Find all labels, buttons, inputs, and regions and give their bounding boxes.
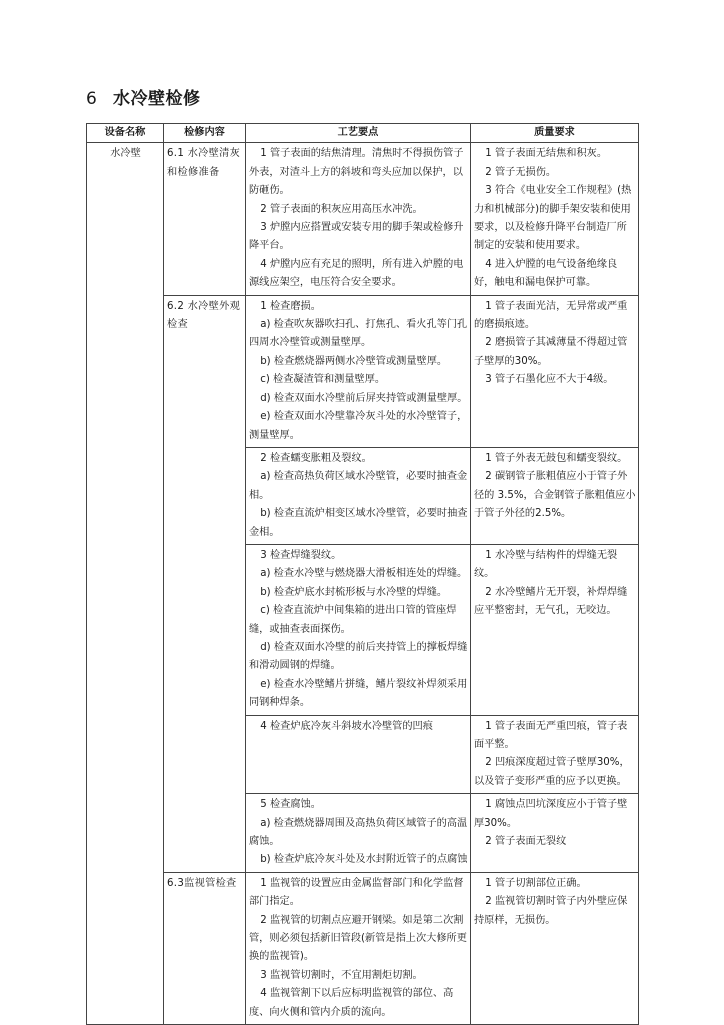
process-points-cell — [246, 794, 471, 873]
quality-line: 1 管子表面光洁，无异常或严重的磨损痕迹。 — [474, 300, 628, 331]
table-row — [87, 143, 639, 295]
quality-line: 3 管子石墨化应不大于4级。 — [485, 374, 614, 386]
quality-line: 2 管子无损伤。 — [485, 166, 557, 178]
process-points-cell — [246, 715, 471, 794]
quality-line: 2 监视管切割时管子内外壁应保持原样，无损伤。 — [474, 896, 628, 926]
process-points-cell — [246, 295, 471, 447]
process-line: d) 检查双面水冷壁的前后夹持管上的撑板焊缝和滑动圆钢的焊缝。 — [249, 641, 468, 672]
quality-line: 4 进入炉膛的电气设备绝缘良好，触电和漏电保护可靠。 — [474, 258, 618, 289]
process-line: b) 检查炉底水封梳形板与水冷壁的焊缝。 — [260, 586, 448, 598]
quality-line: 1 管子表面无结焦和积灰。 — [485, 148, 607, 160]
column-header-equipment: 设备名称 — [87, 124, 164, 143]
quality-requirements-cell — [471, 295, 639, 447]
process-points-cell — [246, 872, 471, 1024]
quality-requirements-cell — [471, 544, 639, 715]
process-points-cell — [246, 143, 471, 295]
quality-line: 2 水冷壁鳍片无开裂，补焊焊缝应平整密封，无气孔，无咬边。 — [474, 586, 628, 617]
quality-line: 1 水冷壁与结构件的焊缝无裂纹。 — [474, 549, 618, 580]
process-line: 3 监视管切割时，不宜用割炬切割。 — [260, 969, 423, 981]
process-line: a) 检查高热负荷区域水冷壁管，必要时抽查金相。 — [249, 471, 468, 501]
quality-line: 3 符合《电业安全工作规程》(热力和机械部分)的脚手架安装和使用要求，以及检修升降平台制造厂所制定的安装和使用要求。 — [474, 185, 632, 252]
process-line: 2 检查蠕变胀粗及裂纹。 — [260, 452, 372, 464]
table-row — [87, 872, 639, 1024]
process-line: 1 检查磨损。 — [260, 300, 321, 312]
column-header-quality: 质量要求 — [471, 124, 639, 143]
process-line: 2 监视管的切割点应避开钢梁。如是第二次割管，则必须包括新旧管段(新管是指上次大修所更换的监视管)。 — [249, 914, 467, 963]
process-line: b) 检查直流炉相变区域水冷壁管，必要时抽查金相。 — [249, 508, 468, 538]
process-points-cell — [246, 544, 471, 715]
process-line: a) 检查水冷壁与燃烧器大滑板相连处的焊缝。 — [260, 568, 468, 580]
section-title: 水冷壁检修 — [113, 89, 201, 109]
table-header-row — [87, 124, 639, 143]
process-line: d) 检查双面水冷壁前后屏夹持管或测量壁厚。 — [260, 392, 468, 404]
quality-requirements-cell — [471, 143, 639, 295]
process-line: c) 检查凝渣管和测量壁厚。 — [260, 374, 386, 386]
process-line: a) 检查燃烧器周围及高热负荷区域管子的高温腐蚀。 — [249, 817, 468, 848]
process-line: 3 炉膛内应搭置或安装专用的脚手架或检修升降平台。 — [249, 222, 464, 252]
quality-line: 2 凹痕深度超过管子壁厚30%，以及管子变形严重的应予以更换。 — [474, 757, 630, 787]
process-line: 1 管子表面的结焦清理。清焦时不得损伤管子外表，对渣斗上方的斜坡和弯头应加以保护，以防砸伤。 — [249, 148, 464, 197]
quality-line: 2 磨损管子其减薄量不得超过管子壁厚的30%。 — [474, 337, 628, 367]
process-line: 4 检查炉底冷灰斗斜坡水冷壁管的凹痕 — [260, 720, 433, 732]
process-points-cell — [246, 447, 471, 544]
quality-line: 2 管子表面无裂纹 — [485, 836, 567, 848]
quality-line: 1 腐蚀点凹坑深度应小于管子壁厚30%。 — [474, 799, 628, 829]
quality-requirements-cell — [471, 794, 639, 873]
process-line: e) 检查水冷壁鳍片拼缝，鳍片裂纹补焊须采用同钢种焊条。 — [249, 678, 468, 709]
maintenance-table — [86, 123, 639, 1025]
quality-line: 1 管子外表无鼓包和蠕变裂纹。 — [485, 452, 628, 464]
process-line: 2 管子表面的积灰应用高压水冲洗。 — [260, 203, 423, 215]
table-row — [87, 295, 639, 447]
item-content-cell: 6.1 水冷壁清灰和检修准备 — [164, 143, 246, 295]
section-heading — [86, 84, 201, 109]
quality-requirements-cell — [471, 447, 639, 544]
process-line: c) 检查直流炉中间集箱的进出口管的管座焊缝，或抽查表面探伤。 — [249, 605, 457, 635]
quality-requirements-cell — [471, 715, 639, 794]
quality-line: 1 管子表面无严重凹痕，管子表面平整。 — [474, 720, 628, 750]
process-line: b) 检查燃烧器两侧水冷壁管或测量壁厚。 — [260, 355, 448, 367]
process-line: 4 监视管割下以后应标明监视管的部位、高度、向火侧和管内介质的流向。 — [249, 988, 454, 1018]
process-line: 3 检查焊缝裂纹。 — [260, 549, 342, 561]
process-line: e) 检查双面水冷壁靠冷灰斗处的水冷壁管子，测量壁厚。 — [249, 411, 468, 441]
item-content-cell: 6.2 水冷壁外观检查 — [164, 295, 246, 872]
process-line: 4 炉膛内应有充足的照明，所有进入炉膛的电源线应架空，电压符合安全要求。 — [249, 258, 464, 289]
quality-line: 2 碳钢管子胀粗值应小于管子外径的 3.5%，合金钢管子胀粗值应小于管子外径的2.5%。 — [474, 471, 636, 520]
column-header-content: 检修内容 — [164, 124, 246, 143]
table-body — [87, 143, 639, 1025]
process-line: a) 检查吹灰器吹扫孔、打焦孔、看火孔等门孔四周水冷壁管或测量壁厚。 — [249, 319, 468, 349]
quality-requirements-cell — [471, 872, 639, 1024]
process-line: 5 检查腐蚀。 — [260, 799, 321, 811]
section-number: 6 — [86, 89, 98, 109]
process-line: 1 监视管的设置应由金属监督部门和化学监督部门指定。 — [249, 877, 464, 908]
quality-line: 1 管子切割部位正确。 — [485, 877, 587, 889]
equipment-name-cell: 水冷壁 — [87, 143, 164, 1025]
item-content-cell: 6.3监视管检查 — [164, 872, 246, 1024]
process-line: b) 检查炉底冷灰斗处及水封附近管子的点腐蚀 — [260, 854, 468, 866]
column-header-process: 工艺要点 — [246, 124, 471, 143]
